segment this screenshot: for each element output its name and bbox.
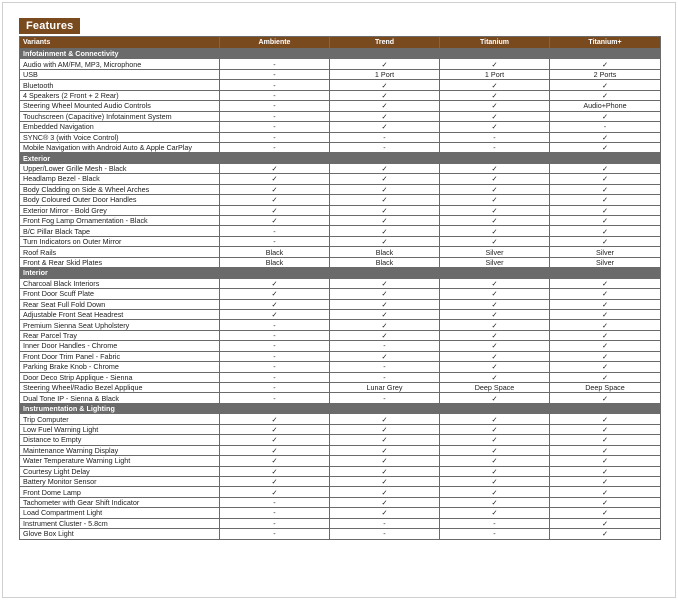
feature-name: Mobile Navigation with Android Auto & Apple CarPlay [20, 142, 220, 152]
variant-value: ✓ [550, 320, 661, 330]
variant-value: - [220, 330, 330, 340]
variant-value: - [220, 529, 330, 539]
variant-value: - [440, 518, 550, 528]
column-header-trend: Trend [330, 37, 440, 49]
variant-value: - [220, 508, 330, 518]
variant-value: Silver [440, 247, 550, 257]
variant-value: - [330, 132, 440, 142]
table-row [20, 518, 661, 528]
variant-value: ✓ [440, 289, 550, 299]
variant-value: ✓ [220, 289, 330, 299]
variant-value: Lunar Grey [330, 383, 440, 393]
feature-name: Adjustable Front Seat Headrest [20, 309, 220, 319]
table-row [20, 320, 661, 330]
section-title: Infotainment & Connectivity [20, 49, 661, 59]
variant-value: ✓ [330, 309, 440, 319]
table-row [20, 80, 661, 90]
variant-value: Black [330, 257, 440, 267]
table-row [20, 341, 661, 351]
feature-name: Load Compartment Light [20, 508, 220, 518]
table-row [20, 278, 661, 288]
variant-value: - [220, 372, 330, 382]
table-row [20, 351, 661, 361]
variant-value: ✓ [550, 508, 661, 518]
variant-value: ✓ [550, 497, 661, 507]
variant-value: ✓ [440, 372, 550, 382]
feature-name: Steering Wheel Mounted Audio Controls [20, 101, 220, 111]
variant-value: - [220, 351, 330, 361]
table-row [20, 132, 661, 142]
table-row [20, 435, 661, 445]
feature-name: Distance to Empty [20, 435, 220, 445]
table-row [20, 101, 661, 111]
table-row [20, 372, 661, 382]
table-row [20, 226, 661, 236]
feature-name: Upper/Lower Grille Mesh - Black [20, 163, 220, 173]
variant-value: ✓ [550, 435, 661, 445]
variant-value: ✓ [220, 445, 330, 455]
variant-value: ✓ [440, 309, 550, 319]
variant-value: Audio+Phone [550, 101, 661, 111]
feature-name: Dual Tone IP - Sienna & Black [20, 393, 220, 403]
feature-name: B/C Pillar Black Tape [20, 226, 220, 236]
variant-value: ✓ [330, 278, 440, 288]
variant-value: - [220, 393, 330, 403]
variant-value: - [220, 226, 330, 236]
table-row [20, 247, 661, 257]
feature-name: Glove Box Light [20, 529, 220, 539]
variant-value: ✓ [220, 174, 330, 184]
variant-value: ✓ [550, 226, 661, 236]
variant-value: ✓ [440, 424, 550, 434]
feature-name: Audio with AM/FM, MP3, Microphone [20, 59, 220, 69]
variant-value: ✓ [440, 508, 550, 518]
variant-value: ✓ [330, 487, 440, 497]
variant-value: ✓ [330, 80, 440, 90]
variant-value: - [220, 236, 330, 246]
variant-value: Silver [440, 257, 550, 267]
column-header-titanium: Titanium [440, 37, 550, 49]
feature-name: Front Fog Lamp Ornamentation - Black [20, 216, 220, 226]
table-row [20, 476, 661, 486]
table-row [20, 445, 661, 455]
variant-value: ✓ [220, 435, 330, 445]
table-row [20, 216, 661, 226]
variant-value: 1 Port [440, 69, 550, 79]
table-row [20, 362, 661, 372]
variant-value: ✓ [440, 195, 550, 205]
variant-value: ✓ [440, 487, 550, 497]
variant-value: - [220, 518, 330, 528]
table-row [20, 90, 661, 100]
page-title: Features [19, 18, 80, 34]
variant-value: ✓ [220, 195, 330, 205]
feature-name: Battery Monitor Sensor [20, 476, 220, 486]
feature-name: Inner Door Handles - Chrome [20, 341, 220, 351]
variant-value: ✓ [330, 435, 440, 445]
table-row [20, 383, 661, 393]
table-row [20, 59, 661, 69]
table-row [20, 456, 661, 466]
variant-value: ✓ [330, 320, 440, 330]
variant-value: ✓ [550, 362, 661, 372]
variant-value: ✓ [440, 393, 550, 403]
variant-value: ✓ [550, 529, 661, 539]
variant-value: ✓ [440, 341, 550, 351]
variant-value: - [330, 362, 440, 372]
feature-name: Exterior Mirror - Bold Grey [20, 205, 220, 215]
variant-value: ✓ [550, 424, 661, 434]
variant-value: - [220, 69, 330, 79]
feature-name: Turn Indicators on Outer Mirror [20, 236, 220, 246]
variant-value: ✓ [330, 476, 440, 486]
variant-value: Black [330, 247, 440, 257]
feature-name: Instrument Cluster - 5.8cm [20, 518, 220, 528]
variant-value: ✓ [330, 174, 440, 184]
variant-value: ✓ [550, 163, 661, 173]
variant-value: - [440, 142, 550, 152]
variant-value: ✓ [550, 59, 661, 69]
variant-value: - [330, 529, 440, 539]
variant-value: ✓ [330, 414, 440, 424]
variant-value: ✓ [440, 174, 550, 184]
variant-value: - [330, 518, 440, 528]
section-title: Instrumentation & Lighting [20, 403, 661, 413]
variant-value: ✓ [220, 278, 330, 288]
variant-value: ✓ [330, 508, 440, 518]
variant-value: ✓ [550, 299, 661, 309]
table-row [20, 111, 661, 121]
feature-name: Embedded Navigation [20, 122, 220, 132]
variant-value: ✓ [440, 435, 550, 445]
variant-value: ✓ [550, 80, 661, 90]
variant-value: ✓ [330, 424, 440, 434]
variant-value: ✓ [330, 445, 440, 455]
variant-value: ✓ [330, 299, 440, 309]
variant-value: ✓ [330, 195, 440, 205]
variant-value: ✓ [330, 216, 440, 226]
variant-value: ✓ [550, 456, 661, 466]
variant-value: ✓ [550, 90, 661, 100]
variant-value: ✓ [330, 90, 440, 100]
variant-value: ✓ [440, 184, 550, 194]
variant-value: ✓ [330, 236, 440, 246]
variant-value: ✓ [550, 466, 661, 476]
feature-name: Trip Computer [20, 414, 220, 424]
table-row [20, 163, 661, 173]
variant-value: - [440, 132, 550, 142]
table-row [20, 466, 661, 476]
table-row [20, 393, 661, 403]
feature-name: Rear Seat Full Fold Down [20, 299, 220, 309]
variant-value: ✓ [440, 476, 550, 486]
table-row [20, 236, 661, 246]
variant-value: ✓ [440, 414, 550, 424]
variant-value: ✓ [550, 393, 661, 403]
table-row [20, 184, 661, 194]
variant-value: ✓ [220, 466, 330, 476]
variant-value: ✓ [550, 236, 661, 246]
variant-value: ✓ [440, 362, 550, 372]
variant-value: ✓ [440, 101, 550, 111]
feature-name: Steering Wheel/Radio Bezel Applique [20, 383, 220, 393]
column-header-titanium-plus: Titanium+ [550, 37, 661, 49]
variant-value: ✓ [330, 184, 440, 194]
variant-value: - [220, 320, 330, 330]
variant-value: - [220, 122, 330, 132]
variant-value: ✓ [550, 216, 661, 226]
feature-name: Roof Rails [20, 247, 220, 257]
variant-value: ✓ [550, 372, 661, 382]
feature-name: USB [20, 69, 220, 79]
feature-name: Body Coloured Outer Door Handles [20, 195, 220, 205]
variant-value: ✓ [220, 487, 330, 497]
column-header-variants: Variants [20, 37, 220, 49]
variant-value: Silver [550, 257, 661, 267]
variant-value: ✓ [440, 445, 550, 455]
variant-value: ✓ [440, 111, 550, 121]
variant-value: ✓ [330, 163, 440, 173]
variant-value: ✓ [550, 205, 661, 215]
table-row [20, 497, 661, 507]
section-header-row [20, 268, 661, 278]
variant-value: ✓ [550, 111, 661, 121]
table-row [20, 529, 661, 539]
feature-name: Front Door Trim Panel - Fabric [20, 351, 220, 361]
feature-name: Front Dome Lamp [20, 487, 220, 497]
variant-value: ✓ [220, 299, 330, 309]
feature-name: Charcoal Black Interiors [20, 278, 220, 288]
features-table [19, 36, 661, 540]
variant-value: - [220, 111, 330, 121]
variant-value: ✓ [550, 184, 661, 194]
variant-value: ✓ [550, 445, 661, 455]
variant-value: Silver [550, 247, 661, 257]
variant-value: ✓ [550, 195, 661, 205]
feature-name: Front & Rear Skid Plates [20, 257, 220, 267]
variant-value: ✓ [440, 299, 550, 309]
variant-value: ✓ [550, 142, 661, 152]
variant-value: ✓ [550, 487, 661, 497]
feature-name: Premium Sienna Seat Upholstery [20, 320, 220, 330]
variant-value: ✓ [330, 497, 440, 507]
feature-name: Parking Brake Knob - Chrome [20, 362, 220, 372]
variant-value: 2 Ports [550, 69, 661, 79]
variant-value: - [220, 497, 330, 507]
variant-value: - [330, 393, 440, 403]
feature-name: Maintenance Warning Display [20, 445, 220, 455]
variant-value: - [220, 80, 330, 90]
variant-value: ✓ [220, 414, 330, 424]
variant-value: ✓ [330, 289, 440, 299]
table-body [20, 49, 661, 540]
variant-value: ✓ [330, 122, 440, 132]
feature-name: Touchscreen (Capacitive) Infotainment System [20, 111, 220, 121]
variant-value: ✓ [220, 205, 330, 215]
section-header-row [20, 403, 661, 413]
variant-value: ✓ [440, 163, 550, 173]
table-row [20, 69, 661, 79]
variant-value: ✓ [330, 59, 440, 69]
variant-value: ✓ [550, 414, 661, 424]
variant-value: ✓ [440, 236, 550, 246]
feature-name: Low Fuel Warning Light [20, 424, 220, 434]
variant-value: ✓ [440, 205, 550, 215]
variant-value: ✓ [440, 278, 550, 288]
variant-value: - [330, 142, 440, 152]
variant-value: - [220, 90, 330, 100]
variant-value: - [220, 383, 330, 393]
feature-name: Water Temperature Warning Light [20, 456, 220, 466]
variant-value: ✓ [220, 476, 330, 486]
table-row [20, 330, 661, 340]
variant-value: Deep Space [550, 383, 661, 393]
variant-value: ✓ [550, 330, 661, 340]
variant-value: - [220, 59, 330, 69]
variant-value: ✓ [440, 497, 550, 507]
variant-value: - [220, 341, 330, 351]
section-title: Exterior [20, 153, 661, 163]
variant-value: - [550, 122, 661, 132]
variant-value: ✓ [440, 216, 550, 226]
table-row [20, 174, 661, 184]
variant-value: ✓ [550, 289, 661, 299]
table-row [20, 309, 661, 319]
variant-value: ✓ [330, 330, 440, 340]
variant-value: ✓ [550, 341, 661, 351]
table-row [20, 195, 661, 205]
table-header-row [20, 37, 661, 49]
variant-value: ✓ [440, 226, 550, 236]
variant-value: ✓ [330, 466, 440, 476]
table-row [20, 508, 661, 518]
variant-value: ✓ [330, 456, 440, 466]
feature-name: Tachometer with Gear Shift Indicator [20, 497, 220, 507]
feature-name: Headlamp Bezel - Black [20, 174, 220, 184]
variant-value: - [220, 132, 330, 142]
variant-value: ✓ [550, 132, 661, 142]
feature-name: SYNC® 3 (with Voice Control) [20, 132, 220, 142]
table-row [20, 424, 661, 434]
variant-value: ✓ [330, 205, 440, 215]
variant-value: ✓ [330, 101, 440, 111]
feature-name: Body Cladding on Side & Wheel Arches [20, 184, 220, 194]
variant-value: ✓ [440, 351, 550, 361]
variant-value: ✓ [330, 351, 440, 361]
variant-value: ✓ [550, 309, 661, 319]
variant-value: - [330, 341, 440, 351]
feature-name: Door Deco Strip Applique - Sienna [20, 372, 220, 382]
variant-value: ✓ [550, 278, 661, 288]
variant-value: ✓ [440, 466, 550, 476]
variant-value: ✓ [550, 174, 661, 184]
variant-value: ✓ [330, 111, 440, 121]
variant-value: ✓ [220, 424, 330, 434]
table-row [20, 414, 661, 424]
variant-value: Black [220, 247, 330, 257]
feature-name: Bluetooth [20, 80, 220, 90]
table-row [20, 142, 661, 152]
variant-value: ✓ [440, 59, 550, 69]
variant-value: ✓ [330, 226, 440, 236]
variant-value: - [220, 142, 330, 152]
variant-value: - [220, 101, 330, 111]
variant-value: ✓ [220, 456, 330, 466]
variant-value: ✓ [440, 90, 550, 100]
variant-value: ✓ [440, 456, 550, 466]
variant-value: ✓ [550, 518, 661, 528]
table-row [20, 289, 661, 299]
table-row [20, 122, 661, 132]
feature-name: Front Door Scuff Plate [20, 289, 220, 299]
section-header-row [20, 49, 661, 59]
variant-value: ✓ [440, 330, 550, 340]
variant-value: ✓ [220, 309, 330, 319]
variant-value: ✓ [440, 122, 550, 132]
table-row [20, 487, 661, 497]
variant-value: ✓ [550, 351, 661, 361]
variant-value: 1 Port [330, 69, 440, 79]
section-title: Interior [20, 268, 661, 278]
variant-value: - [440, 529, 550, 539]
feature-name: Courtesy Light Delay [20, 466, 220, 476]
section-header-row [20, 153, 661, 163]
variant-value: - [330, 372, 440, 382]
variant-value: Deep Space [440, 383, 550, 393]
variant-value: - [220, 362, 330, 372]
table-row [20, 257, 661, 267]
feature-name: Rear Parcel Tray [20, 330, 220, 340]
variant-value: ✓ [440, 320, 550, 330]
column-header-ambiente: Ambiente [220, 37, 330, 49]
variant-value: ✓ [550, 476, 661, 486]
variant-value: ✓ [220, 184, 330, 194]
variant-value: ✓ [220, 163, 330, 173]
variant-value: Black [220, 257, 330, 267]
variant-value: ✓ [440, 80, 550, 90]
feature-name: 4 Speakers (2 Front + 2 Rear) [20, 90, 220, 100]
variant-value: ✓ [220, 216, 330, 226]
table-row [20, 205, 661, 215]
table-row [20, 299, 661, 309]
